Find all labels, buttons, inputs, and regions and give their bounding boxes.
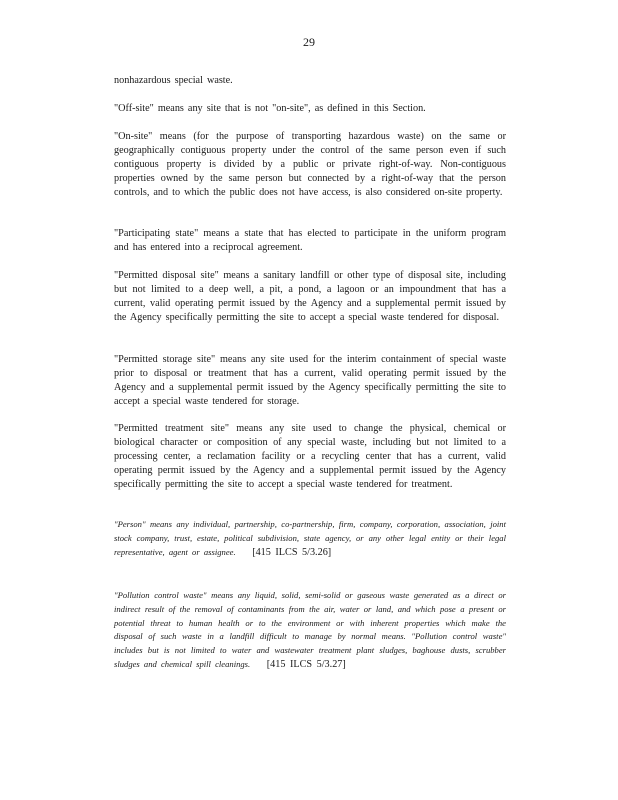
statute-citation: [415 ILCS 5/3.27] — [266, 658, 346, 670]
definition-text: "Person" means any individual, partnership, co-partnership, firm, company, corporation, association, joint stock company, trust, estate, political subdivision, state agency, or any other legal entity or their legal representative, agent or assignee. — [114, 519, 506, 557]
definition-permitted-treatment-site: "Permitted treatment site" means any site used to change the physical, chemical or biological character or composition of any special waste, including but not limited to a processing center, a reclamation facility or a recycling center that has a current, valid operating permit issued by the Agency and a supplemental permit issued by the Agency specifically permitting the site to accept a special waste tendered for treatment. — [114, 423, 506, 490]
definition-participating-state: "Participating state" means a state that has elected to participate in the uniform program and has entered into a reciprocal agreement. — [114, 228, 506, 253]
definition-off-site: "Off-site" means any site that is not "on-site", as defined in this Section. — [114, 103, 426, 114]
statute-citation: [415 ILCS 5/3.26] — [252, 546, 332, 558]
definition-on-site: "On-site" means (for the purpose of transporting hazardous waste) on the same or geographically contiguous property under the control of the same person even if such contiguous property is divided by a public or private right-of-way. Non-contiguous properties owned by the same person but connected by a right-of-way that the person controls, and to which the public does not have access, is also considered on-site property. — [114, 131, 506, 198]
definition-permitted-disposal-site: "Permitted disposal site" means a sanitary landfill or other type of disposal site, including but not limited to a deep well, a pit, a pond, a lagoon or an impoundment that has a current, valid operating permit issued by the Agency and a supplemental permit issued by the Agency specifically permitting the site to accept a special waste tendered for disposal. — [114, 270, 506, 323]
definition-permitted-storage-site: "Permitted storage site" means any site used for the interim containment of special waste prior to disposal or treatment that has a current, valid operating permit issued by the Agency and a supplemental permit issued by the Agency specifically permitting the site to accept a special waste tendered for storage. — [114, 354, 506, 407]
definition-pollution-control-waste — [114, 589, 506, 672]
definition-paragraph: nonhazardous special waste. — [114, 75, 233, 86]
definition-text: "Pollution control waste" means any liquid, solid, semi-solid or gaseous waste generated as a direct or indirect result of the removal of contaminants from the air, water or land, and which pose a present or potential threat to human health or to the environment or with inherent properties which make the disposal of such waste in a landfill difficult to manage by normal means. "Pollution control waste" includes but is not limited to water and wastewater treatment plant sludges, baghouse dusts, scrubber sludges and chemical spill cleanings. — [114, 590, 506, 669]
definition-person — [114, 518, 506, 559]
page-number: 29 — [303, 35, 315, 49]
